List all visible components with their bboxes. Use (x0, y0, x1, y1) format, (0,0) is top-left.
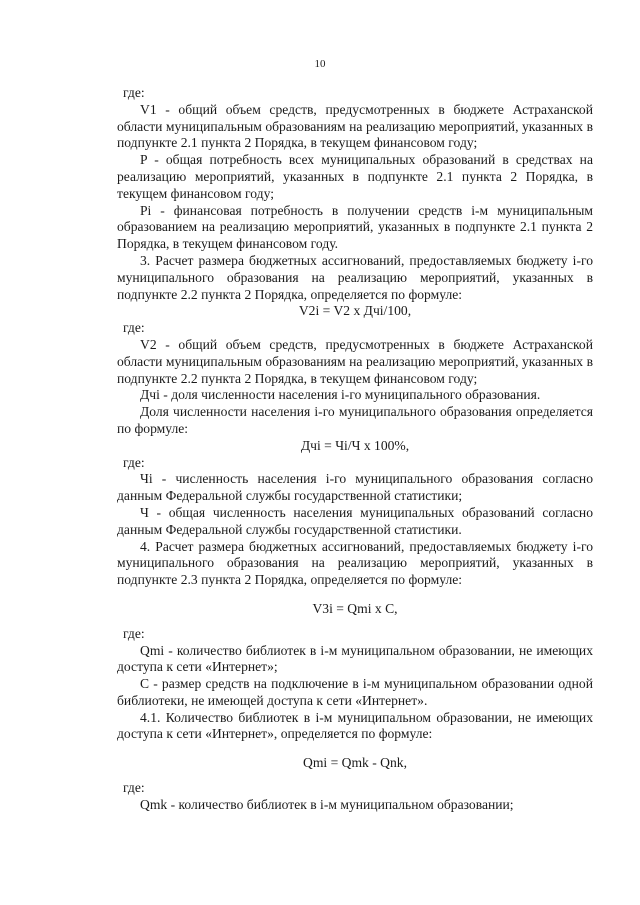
where-label: где: (123, 85, 145, 100)
formula: Дчi = Чi/Ч x 100%, (300, 437, 410, 453)
spacer (117, 618, 593, 626)
document-body (117, 85, 593, 814)
paragraph: Qmi - количество библиотек в i-м муниципальном образовании, не имеющих доступа к сети «Интернет»; (117, 642, 593, 675)
paragraph: P - общая потребность всех муниципальных образований в средствах на реализацию мероприятий, указанных в подпункте 2.1 пункта 2 Порядка, в текущем финансовом году; (117, 152, 593, 201)
paragraph: Доля численности населения i-го муниципального образования определяется по формуле: (117, 404, 593, 436)
paragraph: Pi - финансовая потребность в получении средств i-м муниципальным образованием на реализацию мероприятий, указанных в подпункте 2.1 пункта 2 Порядка, в текущем финансовом году. (117, 202, 593, 252)
where-label: где: (123, 625, 145, 641)
formula: V2i = V2 x Дчi/100, (298, 303, 412, 319)
paragraph: 3. Расчет размера бюджетных ассигнований, предоставляемых бюджету i-го муниципального образования на реализацию мероприятий, указанных в подпункте 2.2 пункта 2 Порядка, определяется по формуле: (117, 252, 593, 302)
paragraph: 4.1. Количество библиотек в i-м муниципальном образовании, не имеющих доступа к сети «Интернет», определяется по формуле: (117, 709, 593, 742)
formula: V3i = Qmi x C, (312, 600, 398, 616)
spacer (117, 743, 593, 755)
formula: Qmi = Qmk - Qnk, (303, 755, 407, 771)
paragraph: V2 - общий объем средств, предусмотренных в бюджете Астраханской области муниципальным образованиям на реализацию мероприятий, указанных в подпункте 2.2 пункта 2 Порядка, в текущем финансовом году; (117, 336, 593, 386)
spacer (117, 589, 593, 601)
paragraph: Чi - численность населения i-го муниципального образования согласно данным Федеральной службы государственной статистики; (117, 471, 593, 504)
spacer (117, 772, 593, 780)
where-label: где: (123, 320, 145, 336)
paragraph: 4. Расчет размера бюджетных ассигнований, предоставляемых бюджету i-го муниципального образования на реализацию мероприятий, указанных в подпункте 2.3 пункта 2 Порядка, определяется по формуле: (117, 538, 593, 588)
where-label: где: (123, 454, 145, 470)
paragraph: C - размер средств на подключение в i-м муниципальном образовании одной библиотеки, не имеющей доступа к сети «Интернет». (117, 676, 593, 708)
page-number: 10 (314, 58, 326, 70)
where-label: где: (123, 780, 145, 796)
paragraph: Qmk - количество библиотек в i-м муниципальном образовании; (140, 796, 514, 812)
paragraph: Ч - общая численность населения муниципальных образований согласно данным Федеральной службы государственной статистики. (117, 504, 593, 537)
paragraph: V1 - общий объем средств, предусмотренных в бюджете Астраханской области муниципальным образованиям на реализацию мероприятий, указанных в подпункте 2.1 пункта 2 Порядка, в текущем финансовом году; (117, 101, 593, 151)
paragraph: Дчi - доля численности населения i-го муниципального образования. (140, 387, 541, 403)
